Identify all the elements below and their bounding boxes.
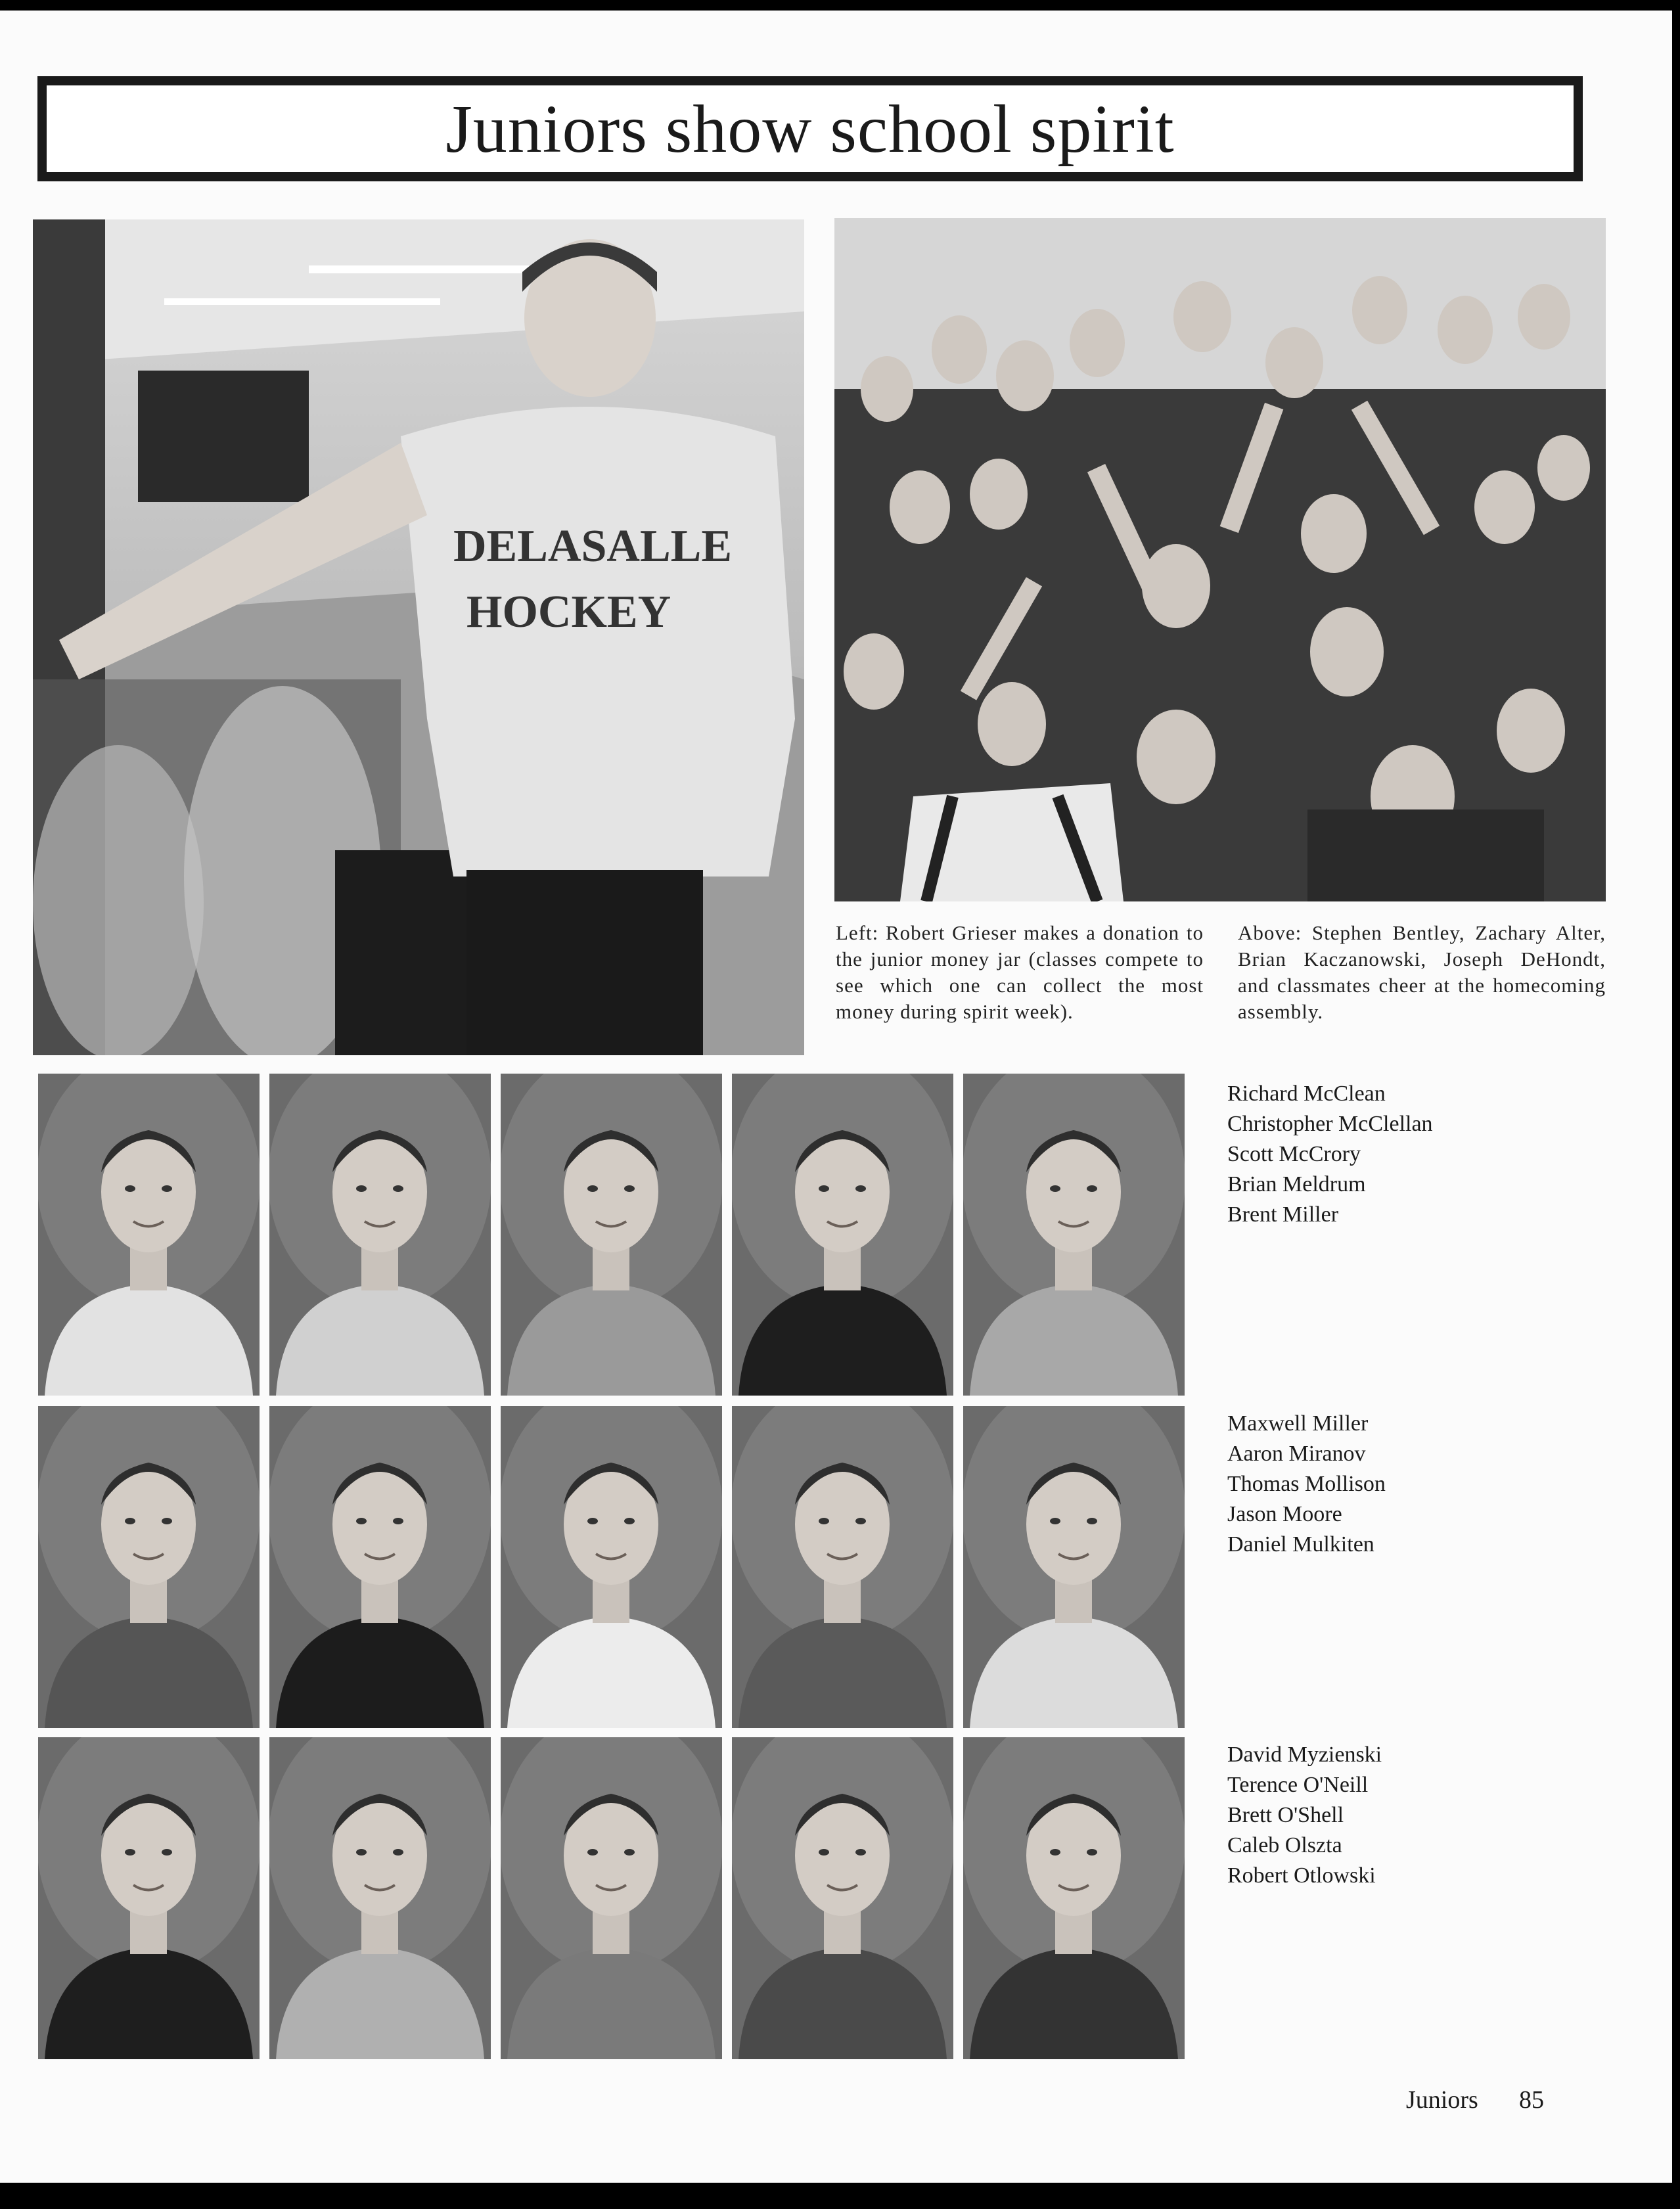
- student-portrait: [38, 1737, 260, 2059]
- page-number: 85: [1519, 2086, 1544, 2114]
- photo-donation: [33, 219, 804, 1055]
- student-portrait: [38, 1406, 260, 1728]
- student-name: Brent Miller: [1227, 1202, 1339, 1227]
- title-banner: [37, 76, 1583, 181]
- footer-section: Juniors: [1406, 2086, 1478, 2114]
- student-name: Christopher McClellan: [1227, 1112, 1433, 1136]
- svg-text:HOCKEY: HOCKEY: [466, 587, 671, 637]
- student-portrait: [732, 1737, 953, 2059]
- student-portrait: [501, 1074, 722, 1396]
- student-portrait: [501, 1406, 722, 1728]
- student-name: Robert Otlowski: [1227, 1863, 1376, 1888]
- student-portrait: [963, 1737, 1185, 2059]
- student-name: Richard McClean: [1227, 1082, 1386, 1106]
- student-portrait: [732, 1406, 953, 1728]
- names-row-1: [1227, 1079, 1433, 1230]
- photo-homecoming-cheer: [834, 218, 1606, 901]
- student-name: David Myzienski: [1227, 1742, 1382, 1767]
- student-name: Thomas Mollison: [1227, 1472, 1386, 1496]
- student-name: Caleb Olszta: [1227, 1833, 1342, 1857]
- student-name: Brett O'Shell: [1227, 1803, 1344, 1827]
- student-name: Scott McCrory: [1227, 1142, 1361, 1166]
- student-name: Aaron Miranov: [1227, 1442, 1366, 1466]
- student-portrait: [269, 1737, 491, 2059]
- page-title: Juniors show school spirit: [445, 91, 1175, 167]
- names-row-3: [1227, 1740, 1382, 1891]
- student-portrait: [269, 1074, 491, 1396]
- names-row-2: [1227, 1409, 1386, 1560]
- student-portrait: [269, 1406, 491, 1728]
- student-name: Terence O'Neill: [1227, 1773, 1369, 1797]
- caption-above-photo: Above: Stephen Bentley, Zachary Alter, Brian Kaczanowski, Joseph DeHondt, and classmates cheer at the homecoming assembly.: [1238, 921, 1606, 1023]
- student-name: Jason Moore: [1227, 1502, 1342, 1526]
- yearbook-page: [0, 11, 1672, 2183]
- svg-text:DELASALLE: DELASALLE: [453, 521, 733, 572]
- student-name: Maxwell Miller: [1227, 1411, 1369, 1436]
- caption-left-photo: Left: Robert Grieser makes a donation to the junior money jar (classes compete to see which one can collect the most money during spirit week).: [836, 921, 1204, 1023]
- student-portrait: [963, 1406, 1185, 1728]
- student-portrait: [501, 1737, 722, 2059]
- student-portrait: [963, 1074, 1185, 1396]
- student-portrait: [38, 1074, 260, 1396]
- student-portrait: [732, 1074, 953, 1396]
- student-name: Daniel Mulkiten: [1227, 1532, 1374, 1557]
- student-name: Brian Meldrum: [1227, 1172, 1366, 1196]
